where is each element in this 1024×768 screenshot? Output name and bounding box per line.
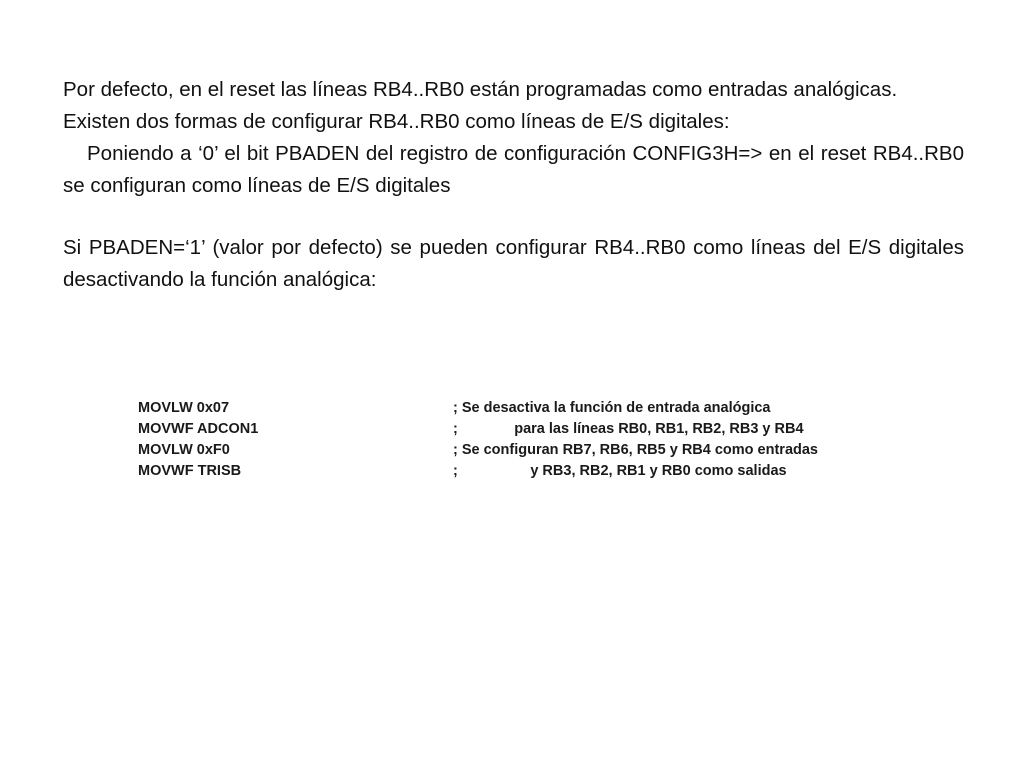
paragraph-two-ways: Existen dos formas de configurar RB4..RB0 como líneas de E/S digitales:: [63, 110, 730, 133]
code-line: [138, 461, 918, 482]
paragraph-pbaden-zero: Poniendo a ‘0’ el bit PBADEN del registro de configuración CONFIG3H=> en el reset RB4..RB0 se configuran como líneas de E/S digitales: [63, 142, 964, 197]
code-instruction: MOVLW 0xF0: [138, 442, 230, 458]
code-instruction: MOVWF ADCON1: [138, 421, 259, 437]
paragraph-default-reset: Por defecto, en el reset las líneas RB4..RB0 están programadas como entradas analógicas.: [63, 78, 898, 101]
code-comment: ; y RB3, RB2, RB1 y RB0 como salidas: [453, 463, 787, 479]
code-line: [138, 419, 918, 440]
code-line: [138, 440, 918, 461]
text-body: [63, 74, 964, 296]
code-comment: ; para las líneas RB0, RB1, RB2, RB3 y RB4: [453, 421, 804, 437]
code-comment: ; Se desactiva la función de entrada analógica: [453, 400, 771, 416]
code-line: [138, 398, 918, 419]
code-listing: [138, 398, 918, 482]
paragraph-pbaden-one: Si PBADEN=‘1’ (valor por defecto) se pueden configurar RB4..RB0 como líneas del E/S digitales desactivando la función analógica:: [63, 236, 964, 291]
code-instruction: MOVLW 0x07: [138, 400, 230, 416]
code-instruction: MOVWF TRISB: [138, 463, 242, 479]
code-comment: ; Se configuran RB7, RB6, RB5 y RB4 como entradas: [453, 442, 818, 458]
